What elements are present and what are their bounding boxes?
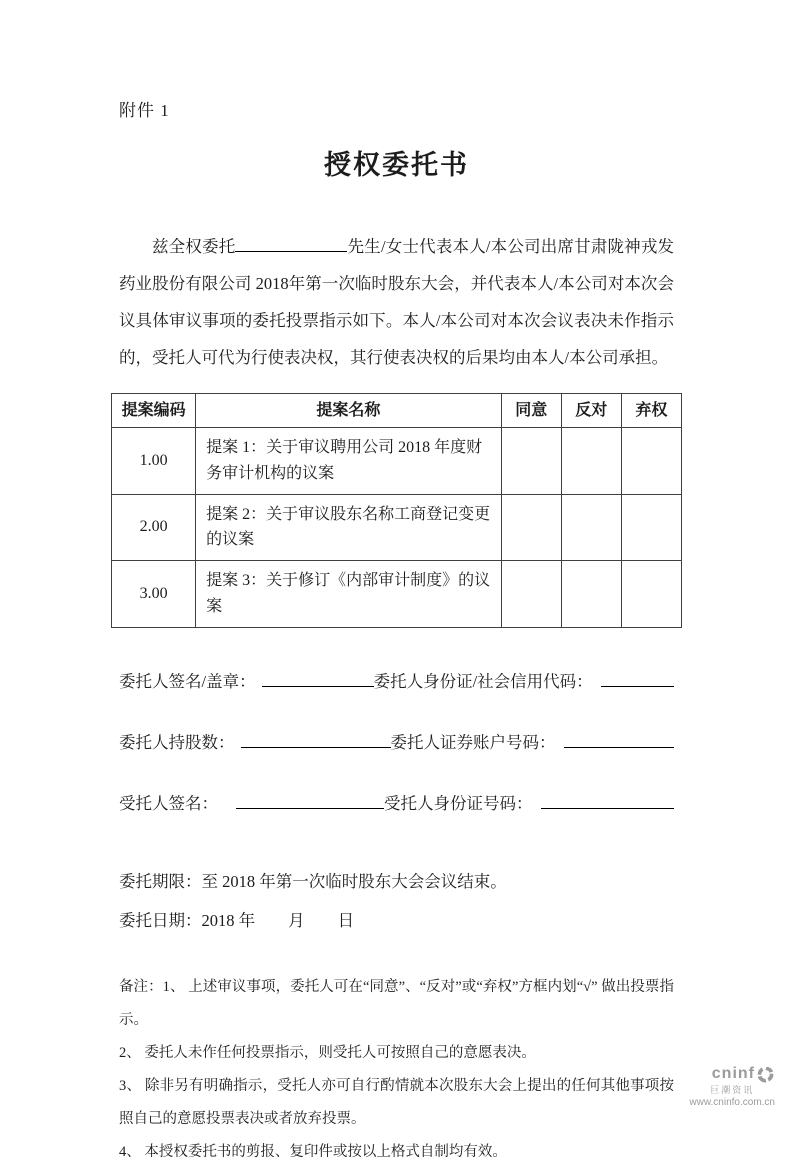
swirl-icon bbox=[755, 1065, 775, 1084]
cninfo-logo-subtitle: 巨潮资讯 bbox=[710, 1085, 755, 1096]
vote-cell-against bbox=[561, 427, 621, 494]
proposal-code: 3.00 bbox=[112, 561, 196, 628]
table-row bbox=[112, 494, 682, 561]
col-header-proposal-name: 提案名称 bbox=[196, 393, 502, 427]
principal-signature-blank bbox=[262, 672, 374, 687]
signature-row-trustee bbox=[119, 790, 674, 814]
vote-cell-against bbox=[561, 494, 621, 561]
vote-cell-abstain bbox=[621, 494, 681, 561]
notes-section bbox=[119, 971, 674, 1169]
table-row bbox=[112, 427, 682, 494]
proposal-name: 提案 3：关于修订《内部审计制度》的议案 bbox=[196, 561, 502, 628]
principal-id-label: 委托人身份证/社会信用代码： bbox=[373, 672, 593, 692]
vote-cell-abstain bbox=[621, 561, 681, 628]
vote-cell-against bbox=[561, 561, 621, 628]
vote-cell-agree bbox=[501, 494, 561, 561]
cninfo-logo bbox=[689, 1065, 775, 1108]
principal-account-blank bbox=[564, 733, 675, 748]
note-item: 4、 本授权委托书的剪报、复印件或按以上格式自制均有效。 bbox=[119, 1144, 507, 1161]
proposal-table bbox=[111, 393, 682, 629]
vote-cell-agree bbox=[501, 561, 561, 628]
page-title: 授权委托书 bbox=[324, 150, 469, 180]
note-item: 2、 委托人未作任何投票指示，则受托人可按照自己的意愿表决。 bbox=[119, 1045, 536, 1062]
trustee-signature-blank bbox=[236, 794, 384, 809]
intro-lead: 兹全权委托 bbox=[152, 237, 236, 256]
proposal-name: 提案 2：关于审议股东名称工商登记变更的议案 bbox=[196, 494, 502, 561]
principal-shares-blank bbox=[241, 733, 391, 748]
principal-signature-label: 委托人签名/盖章： bbox=[119, 672, 256, 692]
principal-id-blank bbox=[601, 672, 674, 687]
cninfo-logo-wordmark bbox=[689, 1065, 775, 1084]
col-header-against: 反对 bbox=[561, 393, 621, 427]
signature-row-principal-shares bbox=[119, 729, 674, 753]
table-row bbox=[112, 561, 682, 628]
principal-shares-label: 委托人持股数： bbox=[119, 733, 235, 753]
table-header-row bbox=[112, 393, 682, 427]
col-header-agree: 同意 bbox=[501, 393, 561, 427]
trustee-id-label: 受托人身份证号码： bbox=[384, 794, 533, 814]
proposal-code: 1.00 bbox=[112, 427, 196, 494]
principal-account-label: 委托人证券账户号码： bbox=[390, 733, 556, 753]
trustee-signature-label: 受托人签名： bbox=[119, 794, 218, 814]
proxy-period: 委托期限：至 2018 年第一次临时股东大会会议结束。 bbox=[119, 872, 507, 892]
attachment-label: 附件 1 bbox=[119, 101, 170, 120]
vote-cell-abstain bbox=[621, 427, 681, 494]
proxy-name-blank bbox=[235, 237, 347, 252]
trustee-id-blank bbox=[541, 794, 675, 809]
note-item: 备注：1、 上述审议事项，委托人可在“同意”、“反对”或“弃权”方框内划“√” 做出投票指示。 bbox=[119, 979, 674, 1029]
note-item: 3、 除非另有明确指示，受托人亦可自行酌情就本次股东大会上提出的任何其他事项按照自己的意愿投票表决或者放弃投票。 bbox=[119, 1078, 674, 1128]
intro-paragraph bbox=[119, 228, 674, 377]
signature-row-principal-sign bbox=[119, 668, 674, 692]
proposal-name: 提案 1：关于审议聘用公司 2018 年度财务审计机构的议案 bbox=[196, 427, 502, 494]
proposal-code: 2.00 bbox=[112, 494, 196, 561]
intro-body: 先生/女士代表本人/本公司出席甘肃陇神戎发药业股份有限公司 2018年第一次临时股东大会，并代表本人/本公司对本次会议具体审议事项的委托投票指示如下。本人/本公司对本次会议表决未作指示的，受托人可代为行使表决权，其行使表决权的后果均由本人/本公司承担。 bbox=[119, 237, 675, 368]
col-header-abstain: 弃权 bbox=[621, 393, 681, 427]
col-header-proposal-code: 提案编码 bbox=[112, 393, 196, 427]
proxy-date: 委托日期：2018 年 月 日 bbox=[119, 911, 355, 931]
cninfo-logo-url: www.cninfo.com.cn bbox=[689, 1096, 775, 1108]
cninfo-logo-text: cninf bbox=[711, 1065, 755, 1083]
vote-cell-agree bbox=[501, 427, 561, 494]
